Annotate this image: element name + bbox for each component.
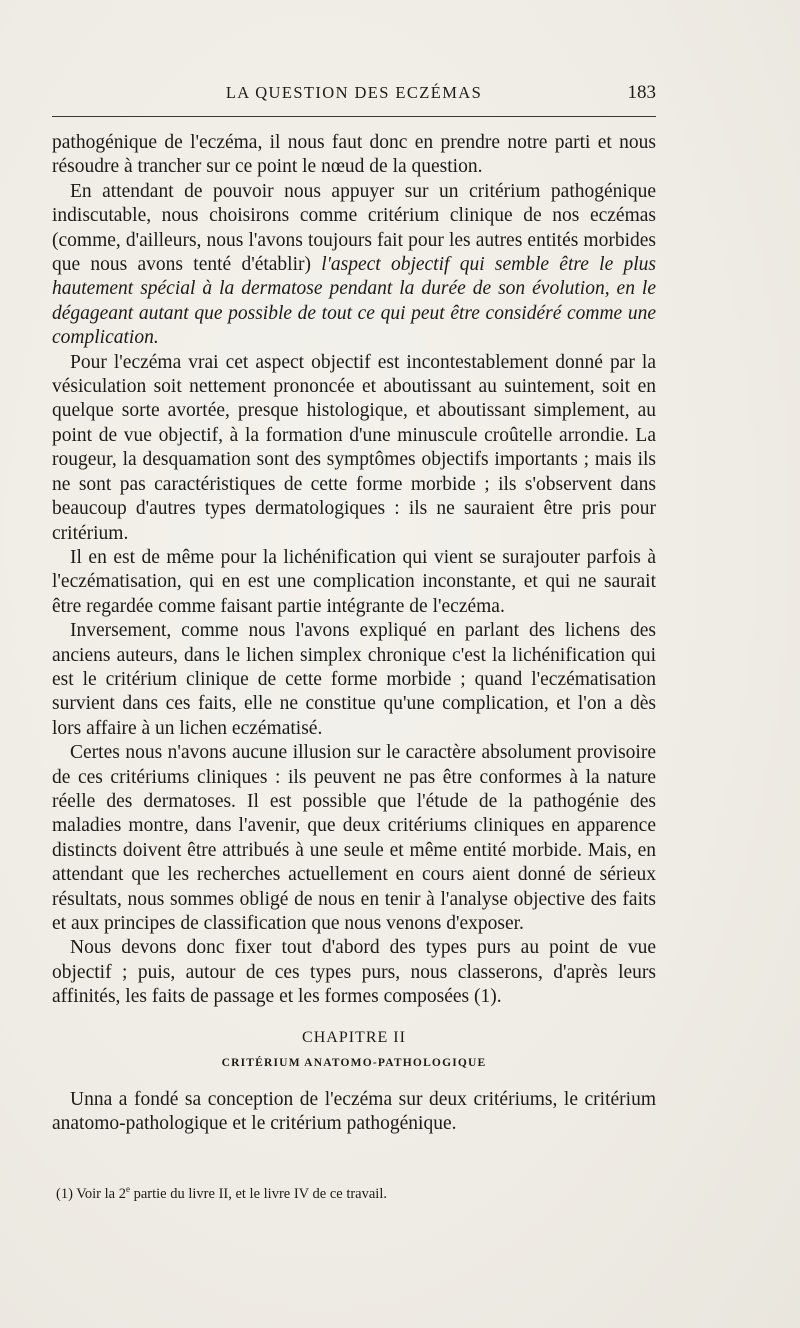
paragraph-2-text: En attendant de pouvoir nous appuyer sur un critérium pathogénique indiscutable, nous choisirons comme critérium clinique de nos eczémas (comme, d'ailleurs, nous l'avons toujours fait pour les autres entités morbides que nous avons tenté d'établir) xyxy=(52,180,656,276)
chapter-subtitle: CRITÉRIUM ANATOMO-PATHOLOGIQUE xyxy=(221,1056,487,1069)
footnote-text-before: Voir la 2 xyxy=(76,1186,126,1202)
footnote xyxy=(56,1184,656,1204)
page-number: 183 xyxy=(627,82,656,103)
paragraph-3 xyxy=(52,351,656,546)
chapter-paragraph xyxy=(52,1088,656,1137)
paragraph-4-text: Il en est de même pour la lichénification qui vient se surajouter parfois à l'eczématisation, qui en est une complication inconstante, et qui ne saurait être regardée comme faisant partie intégrante de l'eczéma. xyxy=(52,546,656,617)
footnote-marker: (1) xyxy=(56,1186,73,1202)
running-head xyxy=(52,80,656,106)
paragraph-6-text: Certes nous n'avons aucune illusion sur le caractère absolument provisoire de ces critériums cliniques : ils peuvent ne pas être conformes à la nature réelle des dermatoses. Il est possible que l'étude de la pathogénie des maladies montre, dans l'avenir, que deux critériums cliniques en apparence distincts doivent être attribués à une seule et même entité morbide. Mais, en attendant que les recherches actuellement en cours aient donné de sérieux résultats, nous sommes obligé de nous en tenir à l'analyse objective des faits et aux principes de classification que nous venons d'exposer. xyxy=(52,742,656,934)
chapter-paragraph-text: Unna a fondé sa conception de l'eczéma sur deux critériums, le critérium anatomo-pathologique et le critérium pathogénique. xyxy=(52,1088,656,1135)
paragraph-1 xyxy=(52,131,656,180)
paragraph-2 xyxy=(52,180,656,351)
paragraph-6 xyxy=(52,741,656,936)
footnote-superscript: e xyxy=(125,1184,130,1195)
paragraph-3-text: Pour l'eczéma vrai cet aspect objectif est incontestablement donné par la vésiculation soit nettement prononcée et aboutissant au suintement, soit en quelque sorte avortée, presque histologique, et aboutissant simplement, au point de vue objectif, à la formation d'une minuscule croûtelle arrondie. La rougeur, la desquamation sont des symptômes objectifs importants ; mais ils ne sont pas caractéristiques de cette forme morbide ; ils s'observent dans beaucoup d'autres types dermatologiques : ils ne sauraient être pris pour critérium. xyxy=(52,351,656,544)
footnote-text-after: partie du livre II, et le livre IV de ce travail. xyxy=(133,1186,387,1202)
paragraph-5-text: Inversement, comme nous l'avons expliqué en parlant des lichens des anciens auteurs, dans le lichen simplex chronique c'est la lichénification qui est le critérium clinique de cette forme morbide ; quand l'eczématisation survient dans ces faits, elle ne constitue qu'une complication, et l'on a dès lors affaire à un lichen eczématisé. xyxy=(52,620,656,739)
paragraph-7 xyxy=(52,936,656,1009)
chapter-title: CHAPITRE II xyxy=(302,1028,406,1046)
paragraph-7-text: Nous devons donc fixer tout d'abord des types purs au point de vue objectif ; puis, autour de ces types purs, nous classerons, d'après leurs affinités, les faits de passage et les formes composées (1). xyxy=(52,937,656,1008)
header-rule xyxy=(52,116,656,117)
paragraph-2-italic: l'aspect objectif qui semble être le plus hautement spécial à la dermatose pendant la durée de son évolution, en le dégageant autant que possible de tout ce qui peut être considéré comme une complication. xyxy=(52,254,656,349)
body-text xyxy=(52,131,656,1136)
paragraph-5 xyxy=(52,619,656,741)
paragraph-4 xyxy=(52,546,656,619)
paragraph-1-text: pathogénique de l'eczéma, il nous faut donc en prendre notre parti et nous résoudre à trancher sur ce point le nœud de la question. xyxy=(52,132,656,178)
running-title: LA QUESTION DES ECZÉMAS xyxy=(225,83,483,102)
